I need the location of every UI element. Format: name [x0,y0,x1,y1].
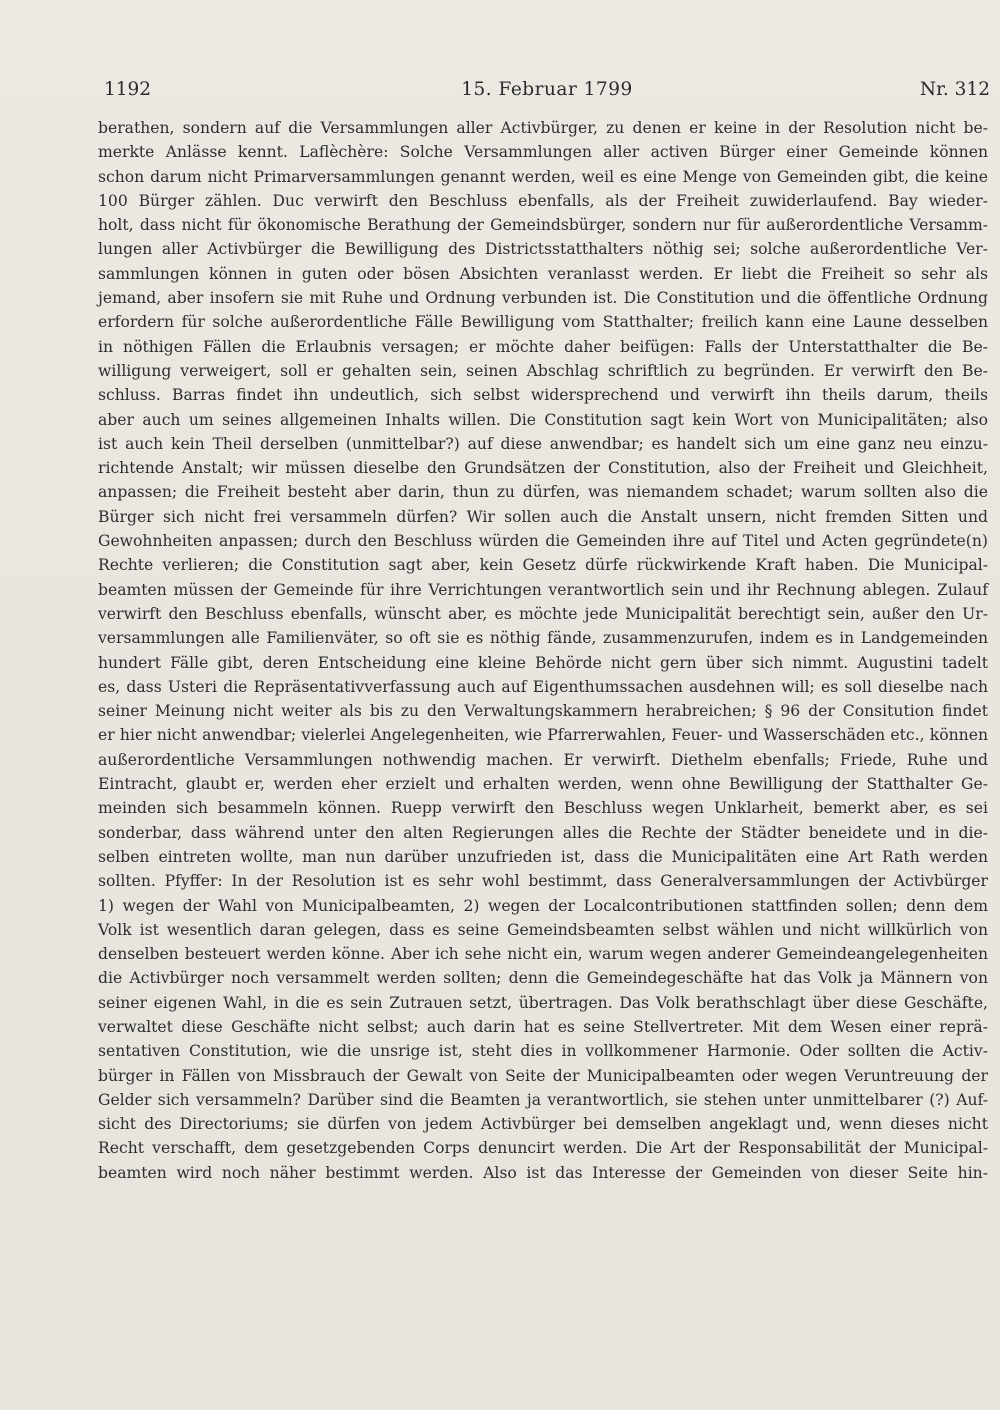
text-line: willigung verweigert, soll er gehalten sein, seinen Abschlag schriftlich zu begründen. Er verwirft den Be- [98,361,988,380]
text-line: hundert Fälle gibt, deren Entscheidung eine kleine Behörde nicht gern über sich nimmt. Augustini tadelt [98,653,988,672]
text-line: Recht verschafft, dem gesetzgebenden Corps denuncirt werden. Die Art der Responsabilität der Municipal- [98,1139,988,1158]
header-date: 15. Februar 1799 [461,79,633,100]
text-line: die Activbürger noch versammelt werden sollten; denn die Gemeindegeschäfte hat das Volk ja Männern von [98,969,988,988]
text-line: 100 Bürger zählen. Duc verwirft den Beschluss ebenfalls, als der Freiheit zuwiderlaufend. Bay wieder- [98,191,988,210]
text-line: merkte Anlässe kennt. Laflèchère: Solche Versammlungen aller activen Bürger einer Gemeinde können [98,143,988,162]
text-line: anpassen; die Freiheit besteht aber darin, thun zu dürfen, was niemandem schadet; warum sollten also die [98,483,988,502]
text-line: Gelder sich versammeln? Darüber sind die Beamten ja verantwortlich, sie stehen unter unmittelbarer (?) Auf- [98,1090,988,1109]
text-line: sentativen Constitution, wie die unsrige ist, steht dies in vollkommener Harmonie. Oder sollten die Activ- [98,1042,988,1061]
text-line: Gewohnheiten anpassen; durch den Beschluss würden die Gemeinden ihre auf Titel und Acten gegründete(n) [98,532,988,551]
text-line: seiner eigenen Wahl, in die es sein Zutrauen setzt, übertragen. Das Volk berathschlagt über diese Geschäfte, [98,993,988,1012]
text-line: sonderbar, dass während unter den alten Regierungen alles die Rechte der Städter beneidete und in die- [98,823,988,842]
text-line: beamten wird noch näher bestimmt werden. Also ist das Interesse der Gemeinden von dieser Seite hin- [98,1163,988,1182]
text-line: 1) wegen der Wahl von Municipalbeamten, 2) wegen der Localcontributionen stattfinden sollen; denn dem [98,896,988,915]
page-header [104,79,990,105]
text-line: sammlungen können in guten oder bösen Absichten veranlasst werden. Er liebt die Freiheit so sehr als [98,264,988,283]
text-line: ist auch kein Theil derselben (unmittelbar?) auf diese anwendbar; es handelt sich um eine ganz neu einzu- [98,434,988,453]
text-line: verwaltet diese Geschäfte nicht selbst; auch darin hat es seine Stellvertreter. Mit dem Wesen einer reprä- [98,1017,988,1036]
text-line: holt, dass nicht für ökonomische Berathung der Gemeindsbürger, sondern nur für außerordentliche Versamm- [98,216,988,235]
text-line: verwirft den Beschluss ebenfalls, wünscht aber, es möchte jede Municipalität berechtigt sein, außer den Ur- [98,604,988,623]
text-line: meinden sich besammeln können. Ruepp verwirft den Beschluss wegen Unklarheit, bemerkt aber, es sei [98,799,988,818]
text-line: seiner Meinung nicht weiter als bis zu den Verwaltungskammern herabreichen; § 96 der Consitution findet [98,702,988,721]
text-line: versammlungen alle Familienväter, so oft sie es nöthig fände, zusammenzurufen, indem es in Landgemeinden [98,629,988,648]
text-line: Rechte verlieren; die Constitution sagt aber, kein Gesetz dürfe rückwirkende Kraft haben. Die Municipal- [98,556,988,575]
text-line: er hier nicht anwendbar; vielerlei Angelegenheiten, wie Pfarrerwahlen, Feuer- und Wasserschäden etc., können [98,726,988,745]
text-line: berathen, sondern auf die Versammlungen aller Activbürger, zu denen er keine in der Resolution nicht be- [98,119,988,137]
text-line: richtende Anstalt; wir müssen dieselbe den Grundsätzen der Constitution, also der Freiheit und Gleichheit, [98,459,988,478]
text-line: Bürger sich nicht frei versammeln dürfen? Wir sollen auch die Anstalt unsern, nicht fremden Sitten und [98,507,988,526]
text-line: Volk ist wesentlich daran gelegen, dass es seine Gemeindsbeamten selbst wählen und nicht willkürlich von [98,920,988,939]
text-line: es, dass Usteri die Repräsentativverfassung auch auf Eigenthumssachen ausdehnen will; es soll dieselbe nach [98,677,988,696]
text-line: denselben besteuert werden könne. Aber ich sehe nicht ein, warum wegen anderer Gemeindeangelegenheiten [98,945,988,964]
page-number: 1192 [104,79,152,100]
body-text [98,116,988,1185]
text-line: aber auch um seines allgemeinen Inhalts willen. Die Constitution sagt kein Wort von Municipalitäten; also [98,410,988,429]
document-number: Nr. 312 [919,79,990,100]
text-line: jemand, aber insofern sie mit Ruhe und Ordnung verbunden ist. Die Constitution und die öffentliche Ordnung [98,289,988,308]
text-line: bürger in Fällen von Missbrauch der Gewalt von Seite der Municipalbeamten oder wegen Veruntreuung der [98,1066,988,1085]
text-line: selben eintreten wollte, man nun darüber unzufrieden ist, dass die Municipalitäten eine Art Rath werden [98,847,988,866]
text-line: schluss. Barras findet ihn undeutlich, sich selbst widersprechend und verwirft ihn theils darum, theils [98,386,988,405]
text-line: schon darum nicht Primarversammlungen genannt werden, weil es eine Menge von Gemeinden gibt, die keine [98,167,988,186]
text-line: außerordentliche Versammlungen nothwendig machen. Er verwirft. Diethelm ebenfalls; Friede, Ruhe und [98,750,988,769]
text-line: lungen aller Activbürger die Bewilligung des Districtsstatthalters nöthig sei; solche außerordentliche Ver- [98,240,988,259]
text-line: erfordern für solche außerordentliche Fälle Bewilligung vom Statthalter; freilich kann eine Laune desselben [98,313,988,332]
text-line: beamten müssen der Gemeinde für ihre Verrichtungen verantwortlich sein und ihr Rechnung ablegen. Zulauf [98,580,988,599]
text-line: sicht des Directoriums; sie dürfen von jedem Activbürger bei demselben angeklagt und, wenn dieses nicht [98,1115,988,1134]
text-line: Eintracht, glaubt er, werden eher erzielt und erhalten werden, wenn ohne Bewilligung der Statthalter Ge- [98,775,988,794]
text-line: in nöthigen Fällen die Erlaubnis versagen; er möchte daher beifügen: Falls der Unterstatthalter die Be- [98,337,988,356]
text-line: sollten. Pfyffer: In der Resolution ist es sehr wohl bestimmt, dass Generalversammlungen der Activbürger [98,872,988,891]
